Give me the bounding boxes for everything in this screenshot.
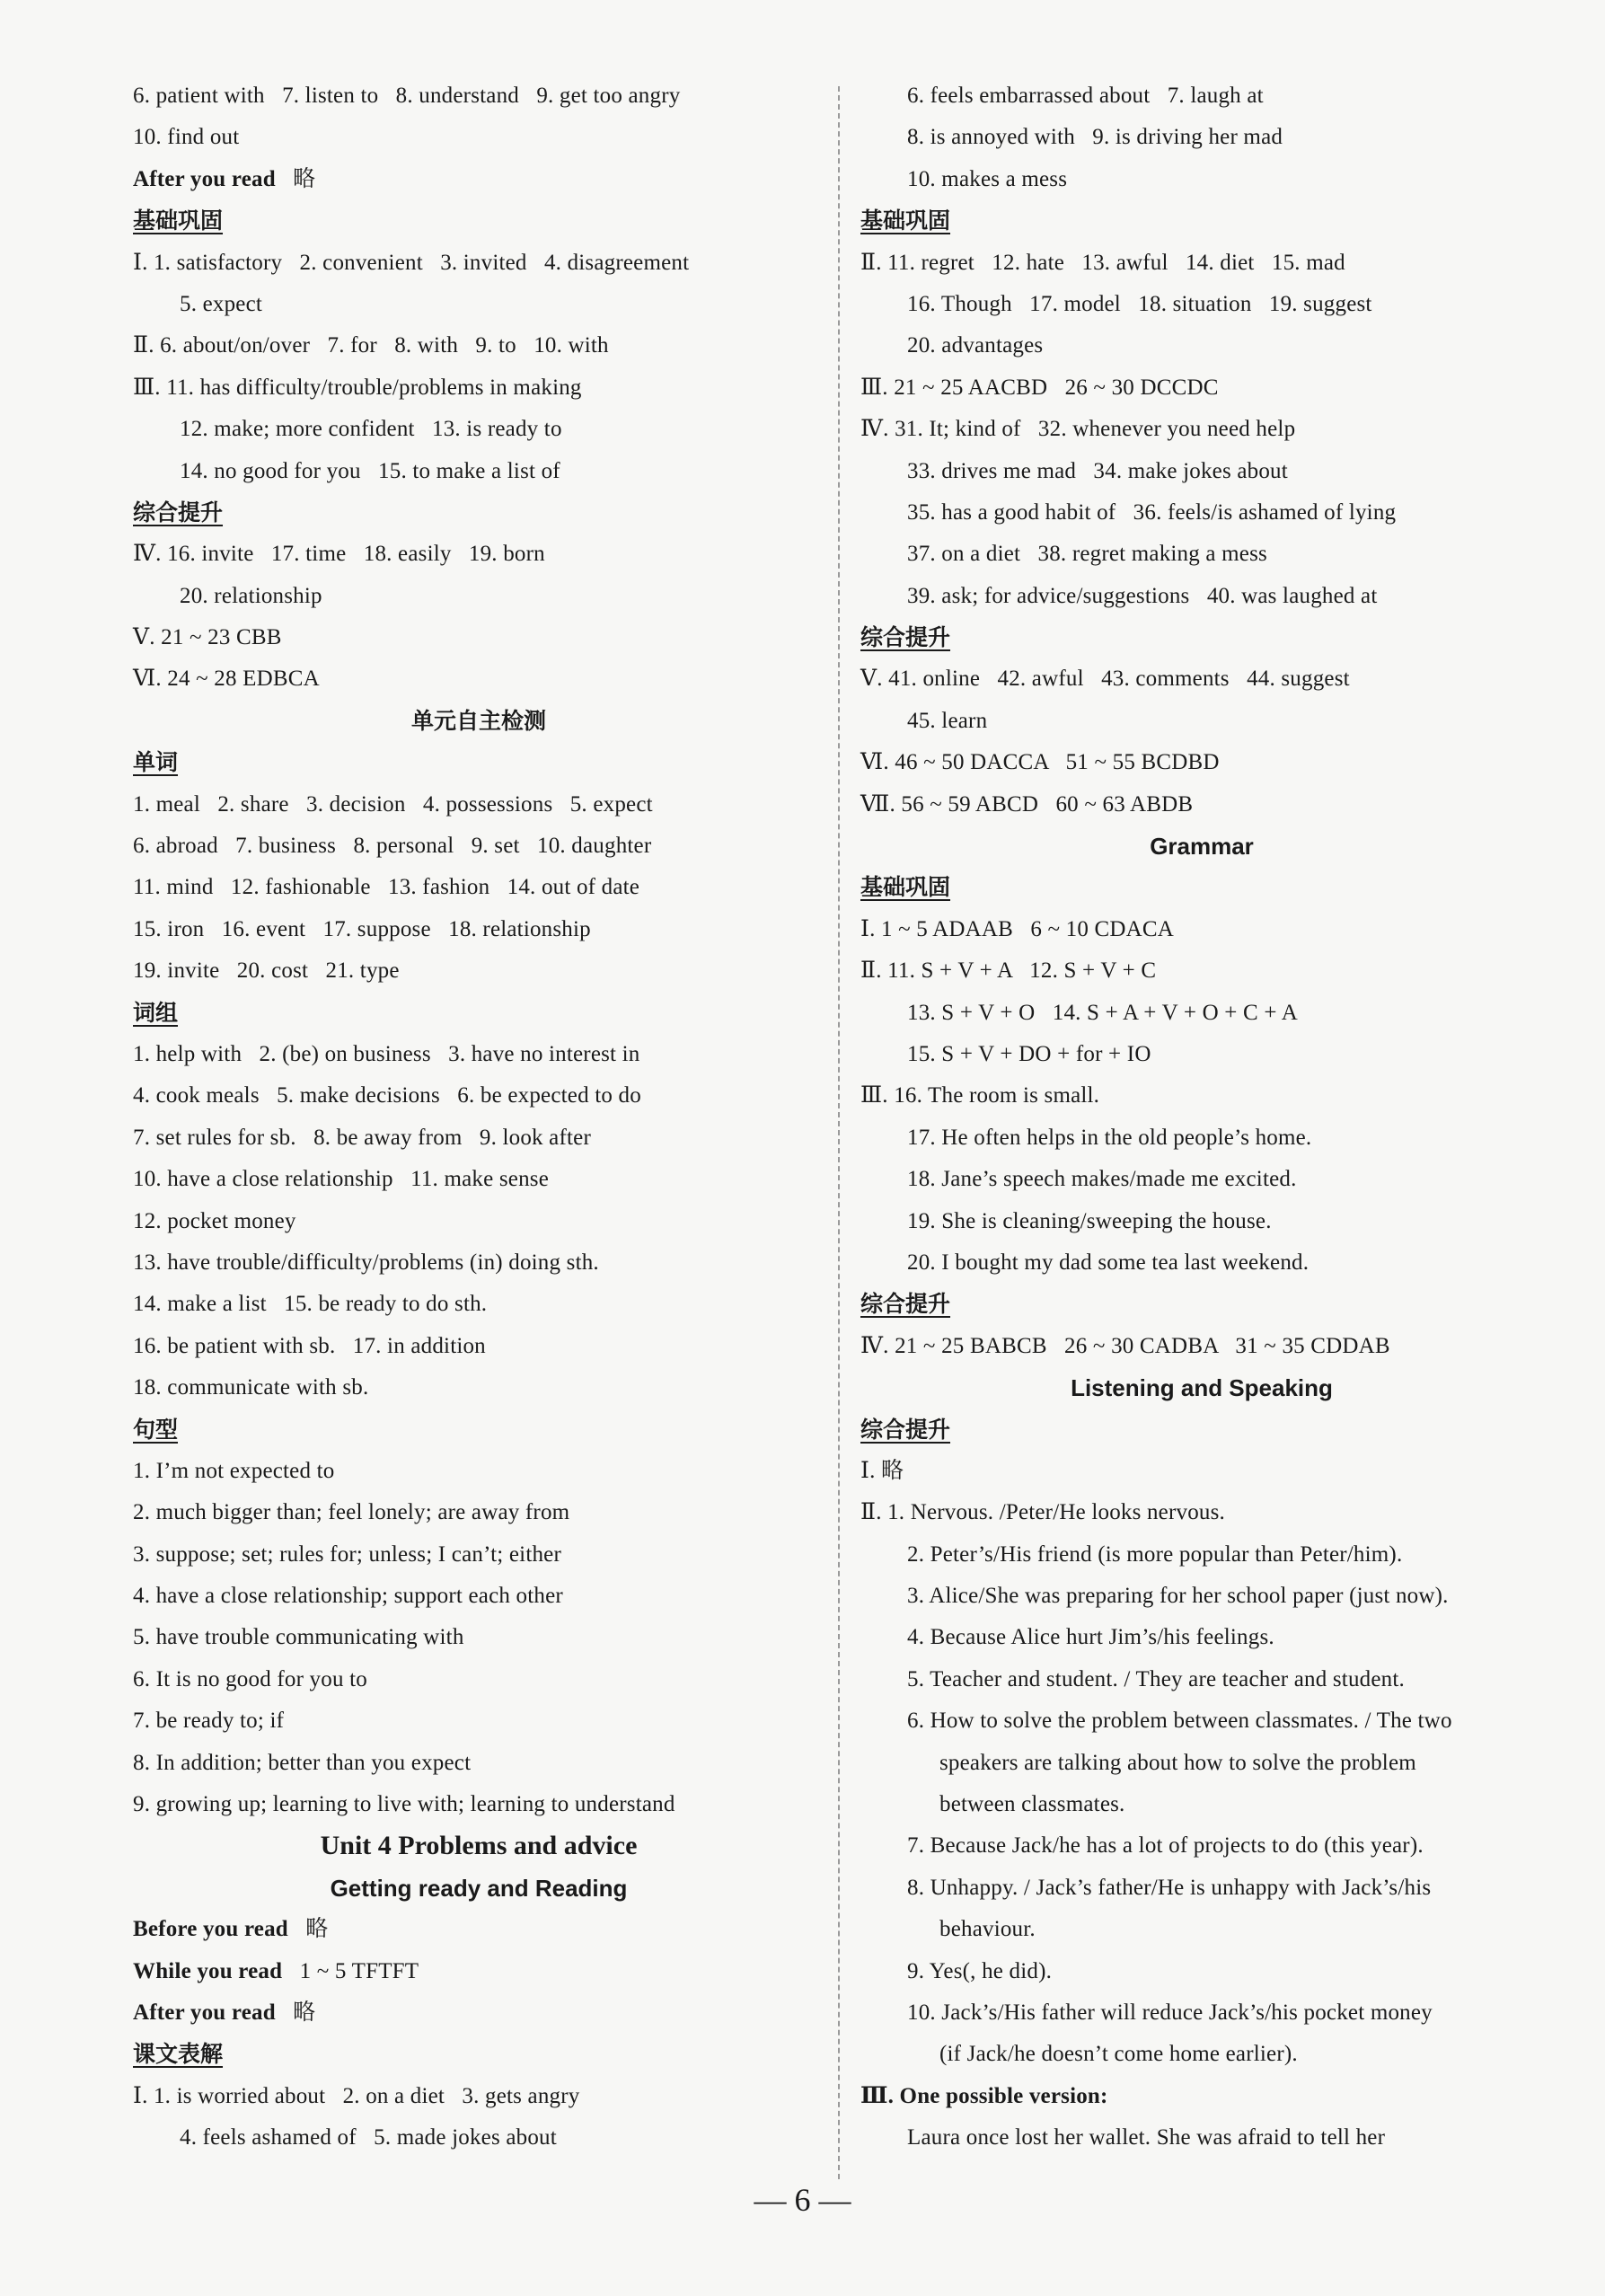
answer-line: Ⅲ. 16. The room is small.: [860, 1083, 1100, 1108]
section-heading: 基础巩固: [860, 208, 951, 234]
answer-line: 6. How to solve the problem between classmates. / The two: [907, 1709, 1452, 1734]
labeled-answer-line: [133, 159, 825, 200]
answer-line: 7. Because Jack/he has a lot of projects to do (this year).: [907, 1833, 1424, 1859]
answer-line: Ⅴ. 21 ~ 23 CBB: [133, 625, 282, 650]
answer-line: 19. She is cleaning/sweeping the house.: [907, 1208, 1272, 1233]
answer-line: 4. feels ashamed of 5. made jokes about: [180, 2125, 557, 2150]
answer-line: behaviour.: [939, 1917, 1036, 1942]
labeled-answer-line: [133, 1951, 825, 1992]
unit-title: Unit 4 Problems and advice: [320, 1831, 638, 1861]
labeled-answer-line: [133, 1909, 825, 1950]
answer-line: 2. Peter’s/His friend (is more popular than Peter/him).: [907, 1541, 1403, 1567]
section-heading: 基础巩固: [860, 874, 951, 901]
answer-line: 9. growing up; learning to live with; learning to understand: [133, 1792, 675, 1817]
answer-line: 10. Jack’s/His father will reduce Jack’s/his pocket money: [907, 2000, 1433, 2025]
answer-text: 略: [305, 1917, 329, 1942]
answer-line: Ⅳ. 21 ~ 25 BABCB 26 ~ 30 CADBA 31 ~ 35 CDDAB: [860, 1333, 1390, 1358]
answer-line: 5. expect: [180, 291, 263, 316]
answer-text: 略: [293, 2000, 316, 2025]
answer-line: Ⅶ. 56 ~ 59 ABCD 60 ~ 63 ABDB: [860, 791, 1194, 817]
answer-line: Ⅱ. 1. Nervous. /Peter/He looks nervous.: [860, 1500, 1225, 1525]
answer-line: Laura once lost her wallet. She was afraid to tell her: [907, 2125, 1386, 2150]
answer-line: 7. set rules for sb. 8. be away from 9. look after: [133, 1125, 591, 1150]
answer-line: 35. has a good habit of 36. feels/is ashamed of lying: [907, 499, 1397, 525]
answer-line: 13. have trouble/difficulty/problems (in) doing sth.: [133, 1250, 599, 1275]
answer-line: speakers are talking about how to solve the problem: [939, 1750, 1416, 1775]
section-title: Getting ready and Reading: [330, 1874, 628, 1902]
section-heading: 单词: [133, 749, 179, 776]
answer-line: (if Jack/he doesn’t come home earlier).: [939, 2042, 1298, 2067]
answer-line: Ⅰ. 1 ~ 5 ADAAB 6 ~ 10 CDACA: [860, 916, 1175, 941]
section-heading: 词组: [133, 999, 179, 1026]
page-number: — 6 —: [754, 2182, 851, 2218]
answer-line: 6. patient with 7. listen to 8. understand 9. get too angry: [133, 84, 681, 108]
answer-line: 45. learn: [907, 708, 988, 733]
answer-line: 20. advantages: [907, 333, 1044, 358]
section-heading: 综合提升: [860, 624, 951, 651]
answer-line: 7. be ready to; if: [133, 1709, 285, 1734]
section-title: Listening and Speaking: [1071, 1374, 1333, 1402]
answer-line: 10. find out: [133, 125, 240, 150]
answer-line: Ⅳ. 31. It; kind of 32. whenever you need help: [860, 417, 1296, 442]
answer-line: Ⅵ. 46 ~ 50 DACCA 51 ~ 55 BCDBD: [860, 750, 1220, 775]
answer-text: 略: [293, 166, 316, 191]
answer-line: 12. make; more confident 13. is ready to: [180, 417, 562, 442]
answer-line: Ⅱ. 11. S + V + A 12. S + V + C: [860, 958, 1157, 984]
answer-line: 15. iron 16. event 17. suppose 18. relationship: [133, 916, 591, 941]
answer-line: 4. Because Alice hurt Jim’s/his feelings.: [907, 1625, 1274, 1650]
answer-line: 13. S + V + O 14. S + A + V + O + C + A: [907, 1000, 1299, 1025]
answer-label: After you read: [133, 166, 276, 191]
answer-line: 1. I’m not expected to: [133, 1458, 335, 1483]
section-title: Grammar: [1150, 833, 1254, 861]
answer-line: 12. pocket money: [133, 1208, 296, 1233]
answer-line: Ⅱ. 11. regret 12. hate 13. awful 14. diet 15. mad: [860, 250, 1345, 275]
answer-line: Ⅰ. 1. is worried about 2. on a diet 3. gets angry: [133, 2083, 580, 2108]
answer-label: After you read: [133, 2000, 276, 2025]
answer-line: 14. no good for you 15. to make a list of: [180, 458, 560, 483]
answer-line: 9. Yes(, he did).: [907, 1958, 1053, 1983]
labeled-answer-line: [860, 2076, 1543, 2117]
left-column: [133, 75, 825, 2159]
answer-line: 3. suppose; set; rules for; unless; I can’t; either: [133, 1541, 561, 1567]
column-divider: [838, 86, 840, 2179]
answer-line: Ⅲ. 11. has difficulty/trouble/problems in making: [133, 375, 582, 400]
answer-line: between classmates.: [939, 1792, 1125, 1817]
section-heading: 综合提升: [860, 1291, 951, 1318]
answer-line: Ⅲ. 21 ~ 25 AACBD 26 ~ 30 DCCDC: [860, 375, 1219, 400]
answer-line: 5. Teacher and student. / They are teacher and student.: [907, 1666, 1405, 1691]
answer-line: 6. It is no good for you to: [133, 1666, 367, 1691]
answer-line: Ⅳ. 16. invite 17. time 18. easily 19. born: [133, 542, 545, 567]
answer-line: 20. relationship: [180, 583, 322, 608]
answer-line: Ⅴ. 41. online 42. awful 43. comments 44. suggest: [860, 667, 1350, 692]
answer-line: 11. mind 12. fashionable 13. fashion 14. out of date: [133, 875, 640, 900]
labeled-answer-line: [133, 1992, 825, 2034]
right-column: [860, 75, 1543, 2159]
answer-label: Before you read: [133, 1917, 288, 1942]
answer-line: Ⅵ. 24 ~ 28 EDBCA: [133, 667, 320, 692]
answer-line: 1. meal 2. share 3. decision 4. possessions 5. expect: [133, 791, 653, 817]
answer-line: 4. cook meals 5. make decisions 6. be expected to do: [133, 1083, 641, 1108]
answer-line: 8. In addition; better than you expect: [133, 1750, 472, 1775]
answer-line: 6. feels embarrassed about 7. laugh at: [907, 84, 1264, 108]
answer-line: Ⅰ. 略: [860, 1458, 904, 1483]
answer-line: 4. have a close relationship; support each other: [133, 1584, 563, 1609]
answer-line: 6. abroad 7. business 8. personal 9. set 10. daughter: [133, 834, 652, 859]
section-heading: 基础巩固: [133, 208, 224, 234]
answer-line: 18. Jane’s speech makes/made me excited.: [907, 1167, 1297, 1192]
section-heading: 综合提升: [860, 1416, 951, 1443]
answer-label: Ⅲ. One possible version:: [860, 2083, 1108, 2108]
answer-line: 5. have trouble communicating with: [133, 1625, 464, 1650]
answer-line: 16. be patient with sb. 17. in addition: [133, 1333, 486, 1358]
answer-line: 33. drives me mad 34. make jokes about: [907, 458, 1288, 483]
answer-line: 14. make a list 15. be ready to do sth.: [133, 1292, 488, 1317]
answer-text: 1 ~ 5 TFTFT: [299, 1958, 419, 1983]
answer-line: Ⅰ. 1. satisfactory 2. convenient 3. invited 4. disagreement: [133, 250, 690, 275]
answer-line: 2. much bigger than; feel lonely; are away from: [133, 1500, 570, 1525]
answer-line: 8. is annoyed with 9. is driving her mad: [907, 125, 1283, 150]
answer-line: 37. on a diet 38. regret making a mess: [907, 542, 1267, 567]
answer-label: While you read: [133, 1958, 283, 1983]
section-heading: 综合提升: [133, 499, 224, 525]
answer-line: 10. have a close relationship 11. make sense: [133, 1167, 549, 1192]
answer-line: 8. Unhappy. / Jack’s father/He is unhappy with Jack’s/his: [907, 1875, 1432, 1900]
answer-line: 10. makes a mess: [907, 166, 1068, 191]
answer-line: 15. S + V + DO + for + IO: [907, 1041, 1151, 1066]
answer-line: Ⅱ. 6. about/on/over 7. for 8. with 9. to 10. with: [133, 333, 609, 358]
answer-line: 16. Though 17. model 18. situation 19. suggest: [907, 291, 1372, 316]
answer-line: 3. Alice/She was preparing for her school paper (just now).: [907, 1584, 1449, 1609]
answer-line: 1. help with 2. (be) on business 3. have no interest in: [133, 1041, 640, 1066]
answer-line: 20. I bought my dad some tea last weekend.: [907, 1250, 1310, 1275]
answer-line: 39. ask; for advice/suggestions 40. was laughed at: [907, 583, 1378, 608]
section-title: 单元自主检测: [410, 707, 546, 734]
answer-line: 17. He often helps in the old people’s home.: [907, 1125, 1312, 1150]
answer-line: 19. invite 20. cost 21. type: [133, 958, 400, 984]
section-heading: 句型: [133, 1416, 179, 1443]
section-heading: 课文表解: [133, 2041, 224, 2068]
answer-line: 18. communicate with sb.: [133, 1375, 369, 1400]
